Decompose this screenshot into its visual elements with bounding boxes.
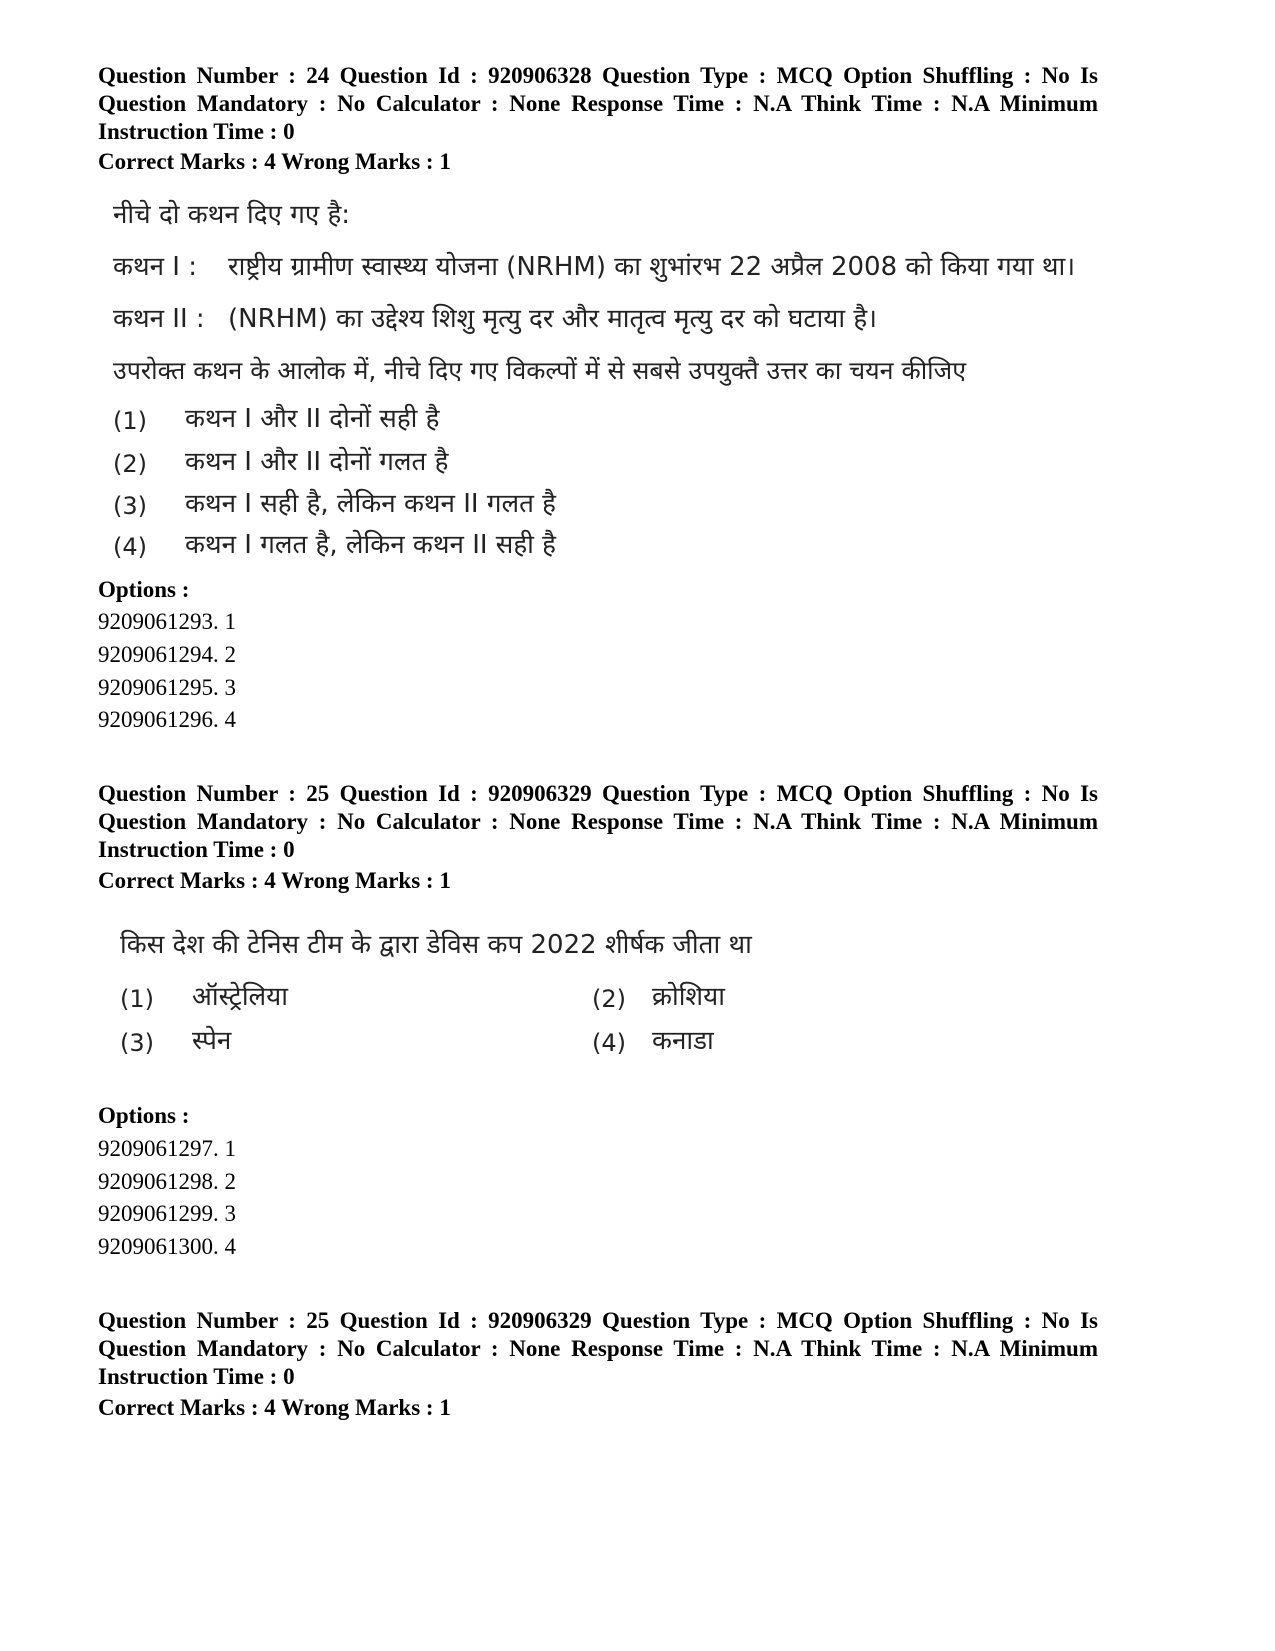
q25-option-4: 9209061300. 4: [98, 1234, 236, 1259]
q25b-marks: Correct Marks : 4 Wrong Marks : 1: [98, 1395, 451, 1420]
q24-choice-2-text: कथन I और II दोनों गलत है: [185, 447, 449, 477]
q25b-meta: Question Number : 25 Question Id : 920906329 Question Type : MCQ Option Shuffling : No Is Question Mandatory : No Calculator : None Response Time : N.A Think Time : N.A Minimum Instruction Time : 0: [98, 1308, 1098, 1389]
q25-choice-1-num: (1): [120, 985, 154, 1013]
q24-choice-1-text: कथन I और II दोनों सही है: [185, 404, 440, 434]
q25-meta: Question Number : 25 Question Id : 920906329 Question Type : MCQ Option Shuffling : No Is Question Mandatory : No Calculator : None Response Time : N.A Think Time : N.A Minimum Instruction Time : 0: [98, 781, 1098, 862]
q24-intro: नीचे दो कथन दिए गए है:: [113, 200, 351, 230]
q25-options-label: Options :: [98, 1103, 190, 1128]
q24-choice-3-num: (3): [113, 492, 147, 520]
q24-statement1-label: कथन I :: [113, 252, 197, 282]
q25-marks: Correct Marks : 4 Wrong Marks : 1: [98, 868, 451, 893]
q25-option-3: 9209061299. 3: [98, 1201, 236, 1226]
q25-option-1: 9209061297. 1: [98, 1136, 236, 1161]
q24-instruction: उपरोक्त कथन के आलोक में, नीचे दिए गए विकल्पों में से सबसे उपयुक्तै उत्तर का चयन कीजिए: [113, 356, 967, 385]
q24-choice-1-num: (1): [113, 407, 147, 435]
q24-choice-4-num: (4): [113, 533, 147, 561]
q25-question-text: किस देश की टेनिस टीम के द्वारा डेविस कप 2022 शीर्षक जीता था: [120, 930, 752, 960]
q25-choice-3-text: स्पेन: [192, 1026, 232, 1056]
q24-option-2: 9209061294. 2: [98, 642, 236, 667]
q24-option-3: 9209061295. 3: [98, 675, 236, 700]
q24-statement1-text: राष्ट्रीय ग्रामीण स्वास्थ्य योजना (NRHM) का शुभांरभ 22 अप्रैल 2008 को किया गया था।: [228, 252, 1076, 282]
q24-statement2-text: (NRHM) का उद्देश्य शिशु मृत्यु दर और मातृत्व मृत्यु दर को घटाया है।: [228, 304, 877, 334]
q24-option-4: 9209061296. 4: [98, 707, 236, 732]
q24-option-1: 9209061293. 1: [98, 609, 236, 634]
q25-choice-4-text: कनाडा: [652, 1026, 714, 1056]
q25-option-2: 9209061298. 2: [98, 1169, 236, 1194]
q25-choice-3-num: (3): [120, 1029, 154, 1057]
q25-choice-2-num: (2): [592, 985, 626, 1013]
q25-choice-4-num: (4): [592, 1029, 626, 1057]
q25-choice-1-text: ऑस्ट्रेलिया: [192, 982, 288, 1012]
q25-choice-2-text: क्रोशिया: [652, 982, 725, 1012]
q24-marks: Correct Marks : 4 Wrong Marks : 1: [98, 149, 451, 174]
q24-options-label: Options :: [98, 577, 190, 602]
q24-statement2-label: कथन II :: [113, 304, 205, 334]
q24-choice-3-text: कथन I सही है, लेकिन कथन II गलत है: [185, 489, 556, 519]
q24-choice-4-text: कथन I गलत है, लेकिन कथन II सही है: [185, 530, 556, 560]
q24-choice-2-num: (2): [113, 450, 147, 478]
q24-meta: Question Number : 24 Question Id : 920906328 Question Type : MCQ Option Shuffling : No Is Question Mandatory : No Calculator : None Response Time : N.A Think Time : N.A Minimum Instruction Time : 0: [98, 63, 1098, 144]
